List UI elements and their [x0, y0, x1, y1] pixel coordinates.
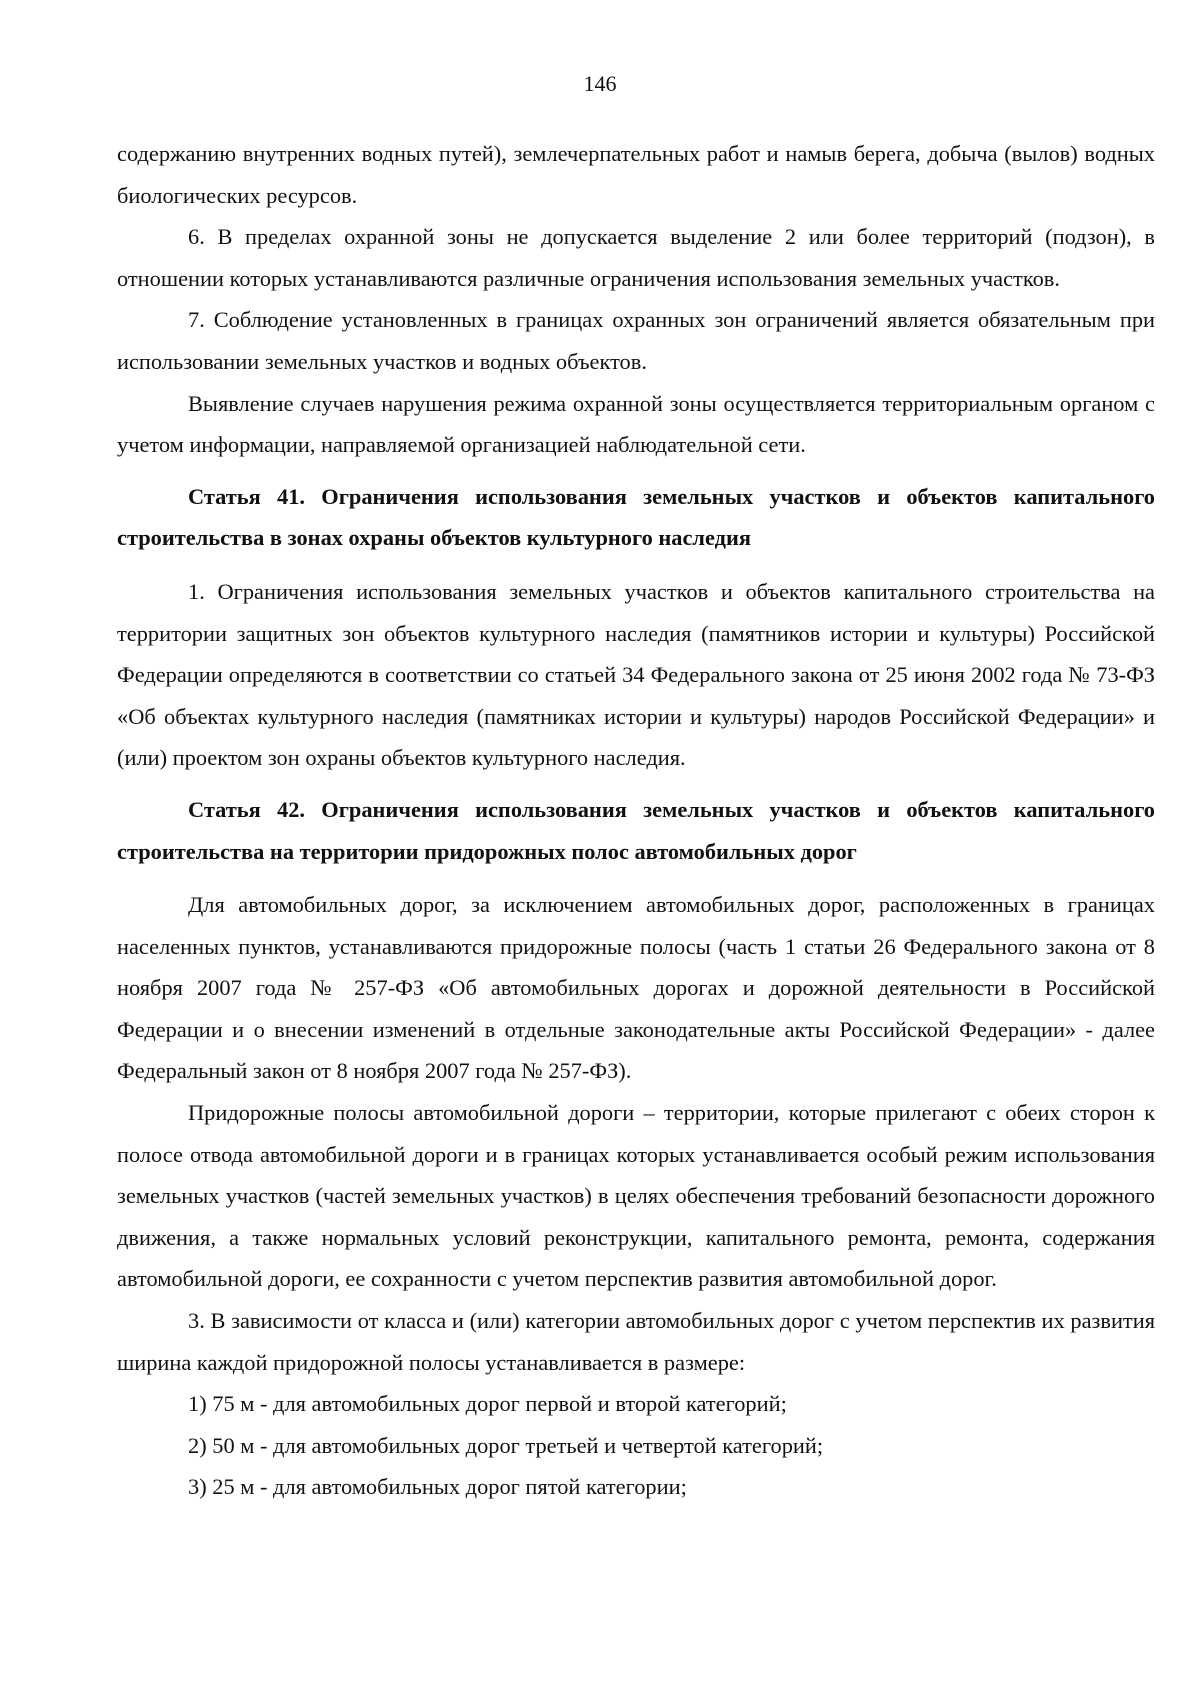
article-42-heading: Статья 42. Ограничения использования земельных участков и объектов капитального строительства на территории придорожных полос автомобильных дорог [117, 796, 1155, 864]
list-item-3: 3) 25 м - для автомобильных дорог пятой категории; [188, 1474, 687, 1500]
article-42-paragraph-roadside-strips: Придорожные полосы автомобильной дороги – территории, которые прилегают с обеих сторон к полосе отвода автомобильной дороги и в границах которых устанавливается особый режим использования земельных участков (частей земельных участков) в целях обеспечения требований безопасности дорожного движения, а также нормальных условий реконструкции, капитального ремонта, ремонта, содержания автомобильной дороги, ее сохранности с учетом перспектив развития автомобильной дорог. [117, 1100, 1155, 1292]
paragraph-violations: Выявление случаев нарушения режима охранной зоны осуществляется территориальным органом с учетом информации, направляемой организацией наблюдательной сети. [117, 390, 1155, 458]
list-item-1: 1) 75 м - для автомобильных дорог первой и второй категорий; [188, 1391, 787, 1417]
article-42-paragraph-3: 3. В зависимости от класса и (или) категории автомобильных дорог с учетом перспектив их развития ширина каждой придорожной полосы устанавливается в размере: [117, 1308, 1155, 1375]
document-body [117, 133, 1155, 1508]
page-number: 146 [583, 71, 617, 96]
article-41-paragraph-1: 1. Ограничения использования земельных участков и объектов капитального строительства на территории защитных зон объектов культурного наследия (памятников истории и культуры) Российской Федерации определяются в соответствии со статьей 34 Федерального закона от 25 июня 2002 года № 73-ФЗ «Об объектах культурного наследия (памятниках истории и культуры) народов Российской Федерации» и (или) проектом зон охраны объектов культурного наследия. [117, 578, 1155, 771]
paragraph-continuation: содержанию внутренних водных путей), землечерпательных работ и намыв берега, добыча (вылов) водных биологических ресурсов. [117, 141, 1155, 208]
article-41-heading: Статья 41. Ограничения использования земельных участков и объектов капитального строительства в зонах охраны объектов культурного наследия [117, 483, 1155, 551]
paragraph-item-6: 6. В пределах охранной зоны не допускается выделение 2 или более территорий (подзон), в отношении которых устанавливаются различные ограничения использования земельных участков. [117, 224, 1155, 291]
article-42-paragraph-roads: Для автомобильных дорог, за исключением автомобильных дорог, расположенных в границах населенных пунктов, устанавливаются придорожные полосы (часть 1 статьи 26 Федерального закона от 8 ноября 2007 года № 257-ФЗ «Об автомобильных дорогах и дорожной деятельности в Российской Федерации и о внесении изменений в отдельные законодательные акты Российской Федерации» - далее Федеральный закон от 8 ноября 2007 года № 257-ФЗ). [117, 892, 1155, 1084]
paragraph-item-7: 7. Соблюдение установленных в границах охранных зон ограничений является обязательным при использовании земельных участков и водных объектов. [117, 307, 1155, 374]
list-item-2: 2) 50 м - для автомобильных дорог третьей и четвертой категорий; [188, 1432, 824, 1458]
